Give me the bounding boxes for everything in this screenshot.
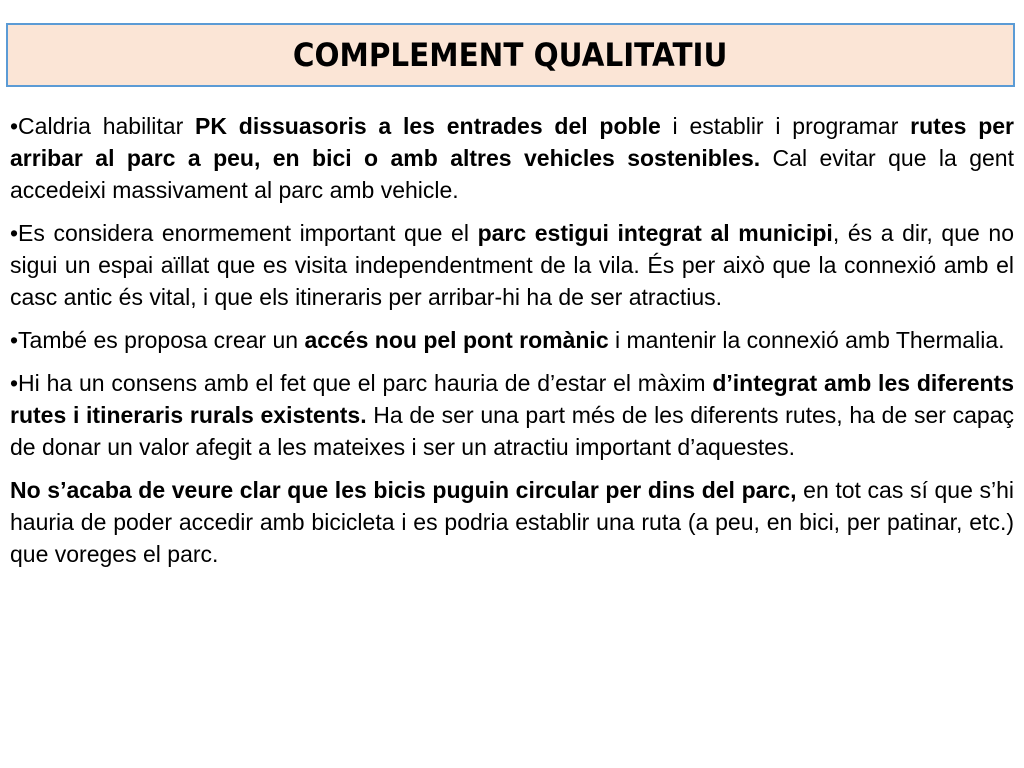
paragraph-text: i establir i programar: [660, 113, 911, 139]
paragraph-text: Cal evitar que la gent accedeixi massivament al parc amb vehicle.: [10, 145, 1014, 203]
paragraph-text: •Hi ha un consens amb el fet que el parc hauria de d’estar el màxim: [10, 370, 713, 396]
paragraph: [10, 367, 1014, 463]
paragraph-text: , és a dir, que no sigui un espai aïllat que es visita independentment de la vila. És per això que la connexió amb el casc antic és vital, i que els itineraris per arribar-hi ha de ser atractius.: [10, 220, 1014, 310]
paragraph-emphasis: d’integrat amb les diferents rutes i itineraris rurals existents.: [10, 370, 1014, 428]
paragraph-emphasis: No s’acaba de veure clar que les bicis puguin circular per dins del parc,: [10, 477, 797, 503]
paragraph-emphasis: rutes per arribar al parc a peu, en bici o amb altres vehicles sostenibles.: [10, 113, 1014, 171]
paragraph-text: i mantenir la connexió amb Thermalia.: [608, 327, 1005, 353]
paragraph-text: •També es proposa crear un: [10, 327, 305, 353]
slide-body: [10, 110, 1014, 581]
paragraph: [10, 110, 1014, 206]
page-title: COMPLEMENT QUALITATIU: [293, 36, 728, 74]
paragraph-text: en tot cas sí que s’hi hauria de poder accedir amb bicicleta i es podria establir una ruta (a peu, en bici, per patinar, etc.) que voreges el parc.: [10, 477, 1014, 567]
paragraph-text: •Caldria habilitar: [10, 113, 196, 139]
paragraph-emphasis: parc estigui integrat al municipi: [477, 220, 833, 246]
paragraph: [10, 324, 1014, 356]
paragraph: [10, 474, 1014, 570]
paragraph-text: Ha de ser una part més de les diferents rutes, ha de ser capaç de donar un valor afegit a les mateixes i ser un atractiu important d’aquestes.: [10, 402, 1014, 460]
paragraph-emphasis: PK dissuasoris a les entrades del poble: [195, 113, 661, 139]
paragraph: [10, 217, 1014, 313]
paragraph-emphasis: accés nou pel pont romànic: [304, 327, 609, 353]
title-banner: [6, 23, 1015, 87]
paragraph-text: •Es considera enormement important que el: [10, 220, 478, 246]
